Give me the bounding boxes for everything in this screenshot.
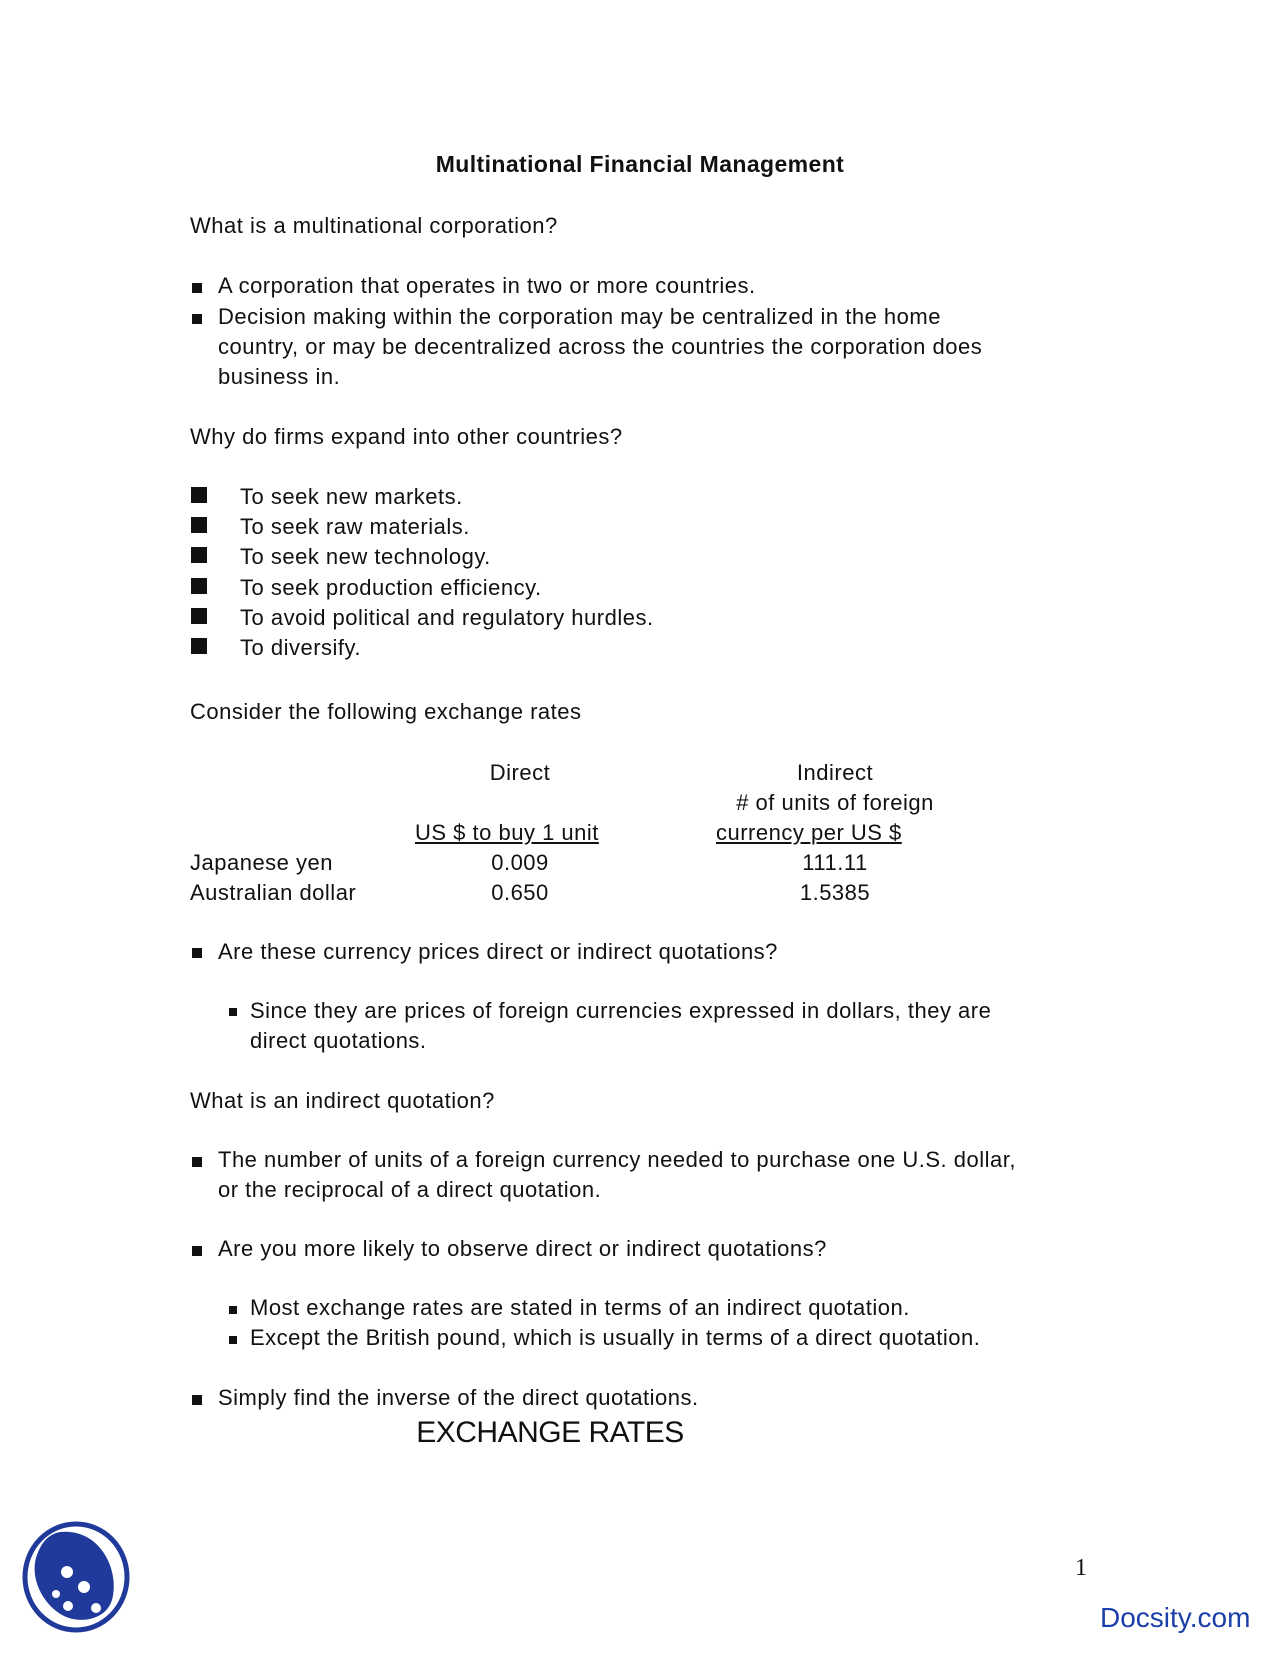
list-item: To seek new markets. [240,484,463,509]
bullet-square-icon [192,948,202,958]
table-cell-indirect: 111.11 [802,850,868,875]
column-unit-direct: US $ to buy 1 unit [415,820,599,845]
bullet-square-icon [192,314,202,324]
list-item: To avoid political and regulatory hurdles. [240,605,654,630]
section-heading-exchange-rates: EXCHANGE RATES [416,1416,684,1449]
column-header-indirect: Indirect [796,760,874,785]
sub-list-item-continued: direct quotations. [250,1028,427,1053]
sub-list-item: Since they are prices of foreign currencies expressed in dollars, they are [250,998,992,1023]
list-item: The number of units of a foreign currency needed to purchase one U.S. dollar, [218,1147,1016,1172]
bullet-square-icon [192,1157,202,1167]
table-cell-direct: 0.009 [491,850,549,875]
list-item: Simply find the inverse of the direct quotations. [218,1385,699,1410]
exchange-rates-intro: Consider the following exchange rates [190,699,582,724]
bullet-square-icon [191,487,207,503]
question-expand: Why do firms expand into other countries? [190,424,623,449]
column-unit-indirect: currency per US $ [716,820,902,845]
list-item-continued: country, or may be decentralized across the countries the corporation does [218,334,983,359]
list-item: To seek new technology. [240,544,491,569]
table-cell-indirect: 1.5385 [799,880,871,905]
column-header-direct: Direct [489,760,551,785]
bullet-square-icon [191,578,207,594]
table-row-currency: Australian dollar [190,880,357,905]
question-direct-or-indirect: Are these currency prices direct or indirect quotations? [218,939,778,964]
bullet-square-icon [192,283,202,293]
list-item-continued: or the reciprocal of a direct quotation. [218,1177,602,1202]
docsity-logo-icon [20,1520,132,1635]
sub-list-item: Most exchange rates are stated in terms of an indirect quotation. [250,1295,910,1320]
list-item: A corporation that operates in two or more countries. [218,273,756,298]
list-item: To seek raw materials. [240,514,470,539]
docsity-watermark-link[interactable]: Docsity.com [1100,1602,1251,1633]
bullet-square-icon [192,1246,202,1256]
bullet-square-icon [191,547,207,563]
bullet-square-icon [192,1395,202,1405]
bullet-square-icon [191,638,207,654]
list-item: Decision making within the corporation may be centralized in the home [218,304,941,329]
table-cell-direct: 0.650 [491,880,549,905]
bullet-square-icon [191,517,207,533]
column-subheader-indirect: # of units of foreign [736,790,934,815]
question-observe-quotations: Are you more likely to observe direct or indirect quotations? [218,1236,827,1261]
list-item-continued: business in. [218,364,341,389]
list-item: To diversify. [240,635,362,660]
question-indirect-quotation: What is an indirect quotation? [190,1088,495,1113]
table-row-currency: Japanese yen [190,850,333,875]
bullet-square-icon [229,1336,237,1344]
page-number: 1 [1075,1555,1087,1581]
page-title: Multinational Financial Management [435,151,845,177]
bullet-square-icon [229,1306,237,1314]
list-item: To seek production efficiency. [240,575,542,600]
sub-list-item: Except the British pound, which is usually in terms of a direct quotation. [250,1325,981,1350]
question-multinational: What is a multinational corporation? [190,213,558,238]
bullet-square-icon [229,1008,237,1016]
bullet-square-icon [191,608,207,624]
